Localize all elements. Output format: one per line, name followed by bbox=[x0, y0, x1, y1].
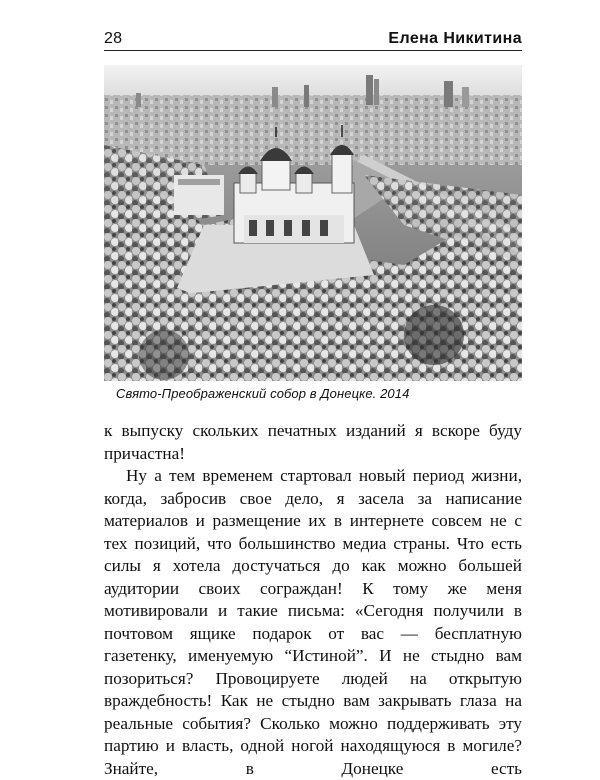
page-number: 28 bbox=[104, 30, 123, 47]
cathedral-photo bbox=[104, 65, 522, 381]
paragraph: к выпуску скольких печатных изданий я вскоре буду причастна! bbox=[104, 421, 522, 463]
photo-caption: Свято-Преображенский собор в Донецке. 2014 bbox=[116, 386, 410, 401]
running-header bbox=[104, 24, 522, 52]
body-text bbox=[104, 420, 522, 780]
paragraph: Ну а тем временем стартовал новый период жизни, когда, забросив свое дело, я засела за написание материалов и размещение их в интернете совсем не с тех позиций, что большинство медиа страны. Что есть силы я хотела достучаться до как можно большей аудитории своих сограждан! К тому же меня мотивировали и такие письма: «Сегодня получили в почтовом ящике подарок от вас — бесплатную газетенку, именуемую “Истиной”. И не стыдно вам позориться? Провоцируете людей на открытую враждебность! Как не стыдно вам закрывать глаза на реальные события? Сколько можно поддерживать эту партию и власть, одной ногой находящуюся в могиле? Знайте, в Донецке есть bbox=[104, 466, 522, 778]
header-rule bbox=[104, 50, 522, 51]
city-skyline bbox=[104, 95, 522, 165]
author-name: Елена Никитина bbox=[388, 30, 522, 47]
